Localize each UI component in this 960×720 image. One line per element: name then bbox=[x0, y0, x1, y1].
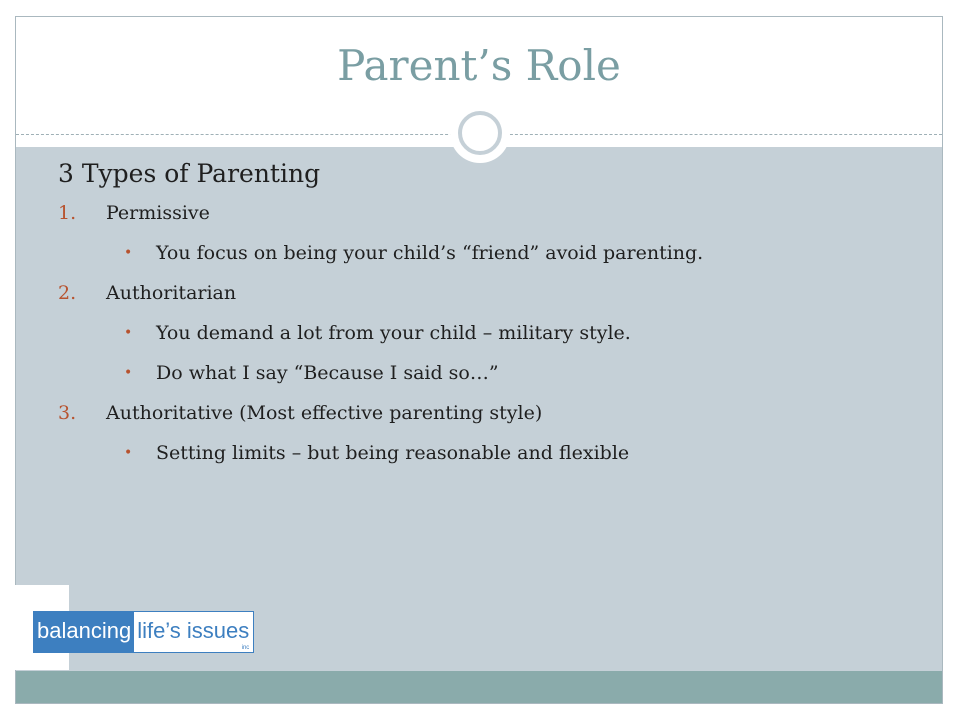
bullet-icon: • bbox=[124, 245, 133, 261]
list-item-authoritarian bbox=[58, 282, 928, 304]
bullet-text: You demand a lot from your child – military style. bbox=[156, 322, 631, 344]
logo-right-text bbox=[134, 612, 253, 652]
divider-circle-icon bbox=[450, 103, 510, 163]
logo-right-label: life’s issues bbox=[137, 618, 250, 643]
bullet-icon: • bbox=[124, 325, 133, 341]
list-item-permissive bbox=[58, 202, 928, 224]
section-heading: 3 Types of Parenting bbox=[58, 159, 321, 188]
item-label: Authoritarian bbox=[106, 282, 237, 304]
bullet-item bbox=[58, 322, 928, 344]
bullet-icon: • bbox=[124, 445, 133, 461]
bullet-item bbox=[58, 442, 928, 464]
logo-left-text: balancing bbox=[34, 612, 134, 652]
bullet-text: Do what I say “Because I said so…” bbox=[156, 362, 499, 384]
footer-band bbox=[16, 671, 942, 704]
list-item-authoritative bbox=[58, 402, 928, 424]
item-label: Authoritative (Most effective parenting style) bbox=[106, 402, 543, 424]
bullet-item bbox=[58, 242, 928, 264]
item-label: Permissive bbox=[106, 202, 210, 224]
bullet-icon: • bbox=[124, 365, 133, 381]
item-number: 2. bbox=[58, 282, 77, 304]
slide-body bbox=[58, 159, 928, 482]
item-number: 3. bbox=[58, 402, 77, 424]
bullet-item bbox=[58, 362, 928, 384]
bullet-text: You focus on being your child’s “friend” avoid parenting. bbox=[156, 242, 704, 264]
logo-suffix: inc bbox=[241, 645, 250, 651]
item-number: 1. bbox=[58, 202, 77, 224]
slide bbox=[15, 16, 943, 704]
bullet-text: Setting limits – but being reasonable and flexible bbox=[156, 442, 630, 464]
circle-ring bbox=[458, 111, 502, 155]
slide-title: Parent’s Role bbox=[337, 41, 621, 90]
company-logo bbox=[33, 611, 254, 653]
